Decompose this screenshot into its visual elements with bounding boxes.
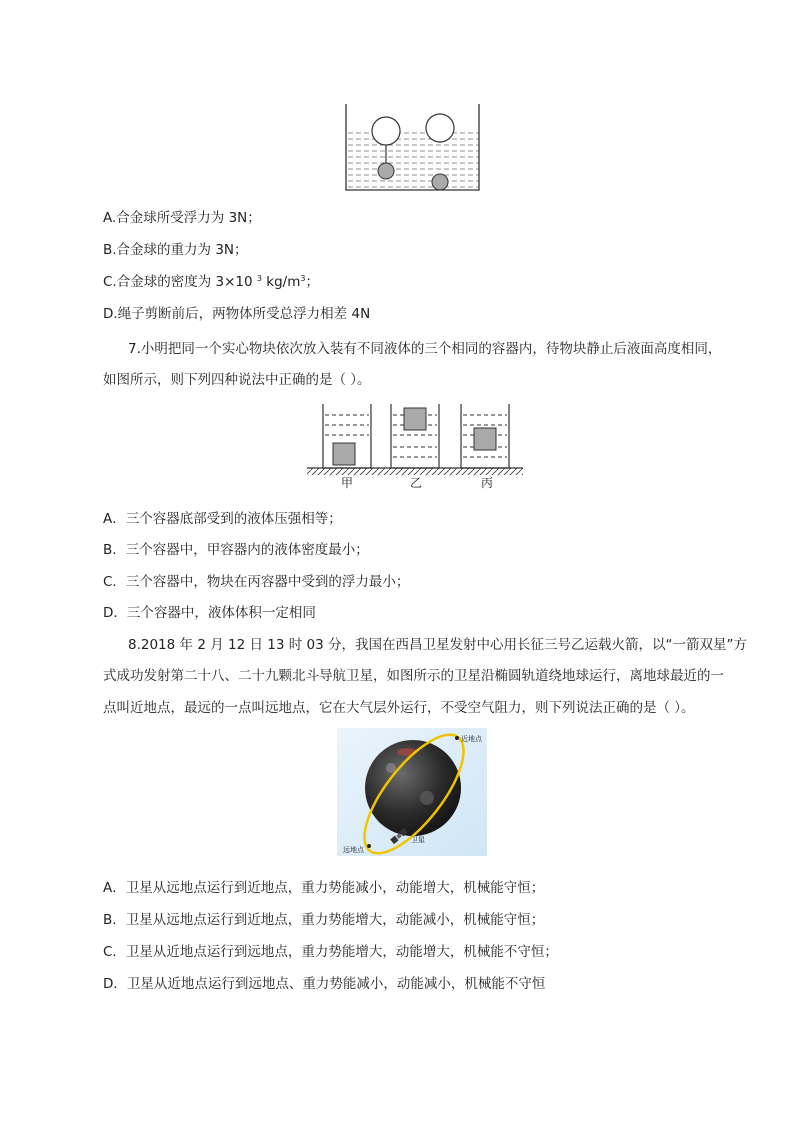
container-bing	[461, 404, 509, 468]
container-jia	[323, 404, 371, 468]
label-yi: 乙	[410, 476, 423, 490]
q6-option-c: C.合金球的密度为 3×10 $^3$ $kg/m^3$；	[103, 274, 319, 290]
q8-stem-line2: 式成功发射第二十八、二十九颗北斗导航卫星，如图所示的卫星沿椭圆轨道绕地球运行，离地球最近的一	[103, 668, 724, 684]
q7-option-c: C．三个容器中，物块在丙容器中受到的浮力最小；	[103, 574, 410, 590]
alloy-ball-bottom	[432, 174, 448, 190]
q6-option-b: B.合金球的重力为 3N；	[103, 242, 248, 258]
q8-stem-line1: 8.2018 年 2 月 12 日 13 时 03 分，我国在西昌卫星发射中心用长征三号乙运载火箭，以“一箭双星”方	[128, 637, 747, 653]
wooden-ball	[372, 117, 400, 145]
q7-option-a: A．三个容器底部受到的液体压强相等；	[103, 511, 342, 527]
q8-option-d: D．卫星从近地点运行到远地点、重力势能减小，动能减小，机械能不守恒	[103, 976, 546, 992]
perigee-label: 远地点	[343, 846, 364, 854]
floating-ball	[426, 114, 454, 142]
container-yi	[391, 404, 439, 468]
satellite-label: 卫星	[411, 836, 425, 844]
orbit-figure	[337, 728, 487, 856]
label-bing: 丙	[481, 476, 494, 490]
q7-option-d: D．三个容器中，液体体积一定相同	[103, 605, 316, 621]
q7-option-b: B．三个容器中，甲容器内的液体密度最小；	[103, 542, 369, 558]
label-jia: 甲	[341, 476, 354, 490]
beaker-figure	[340, 100, 485, 196]
q8-stem-line3: 点叫近地点，最远的一点叫远地点，它在大气层外运行，不受空气阻力，则下列说法正确的是（ ）。	[103, 700, 695, 716]
alloy-ball-tied	[378, 163, 394, 179]
q8-option-a: A．卫星从远地点运行到近地点，重力势能减小，动能增大，机械能守恒；	[103, 880, 545, 896]
containers-figure	[305, 398, 525, 490]
apogee-label: 近地点	[461, 735, 482, 743]
q7-stem-line1: 7.小明把同一个实心物块依次放入装有不同液体的三个相同的容器内，待物块静止后液面高度相同，	[128, 341, 722, 357]
q8-option-c: C．卫星从近地点运行到远地点，重力势能增大，动能增大，机械能不守恒；	[103, 944, 558, 960]
q6-option-d: D.绳子剪断前后，两物体所受总浮力相差 4N	[103, 306, 371, 322]
q7-stem-line2: 如图所示，则下列四种说法中正确的是（ ）。	[103, 372, 371, 388]
q6-option-a: A.合金球所受浮力为 3N；	[103, 210, 261, 226]
q8-option-b: B．卫星从远地点运行到近地点，重力势能增大，动能减小，机械能守恒；	[103, 912, 545, 928]
